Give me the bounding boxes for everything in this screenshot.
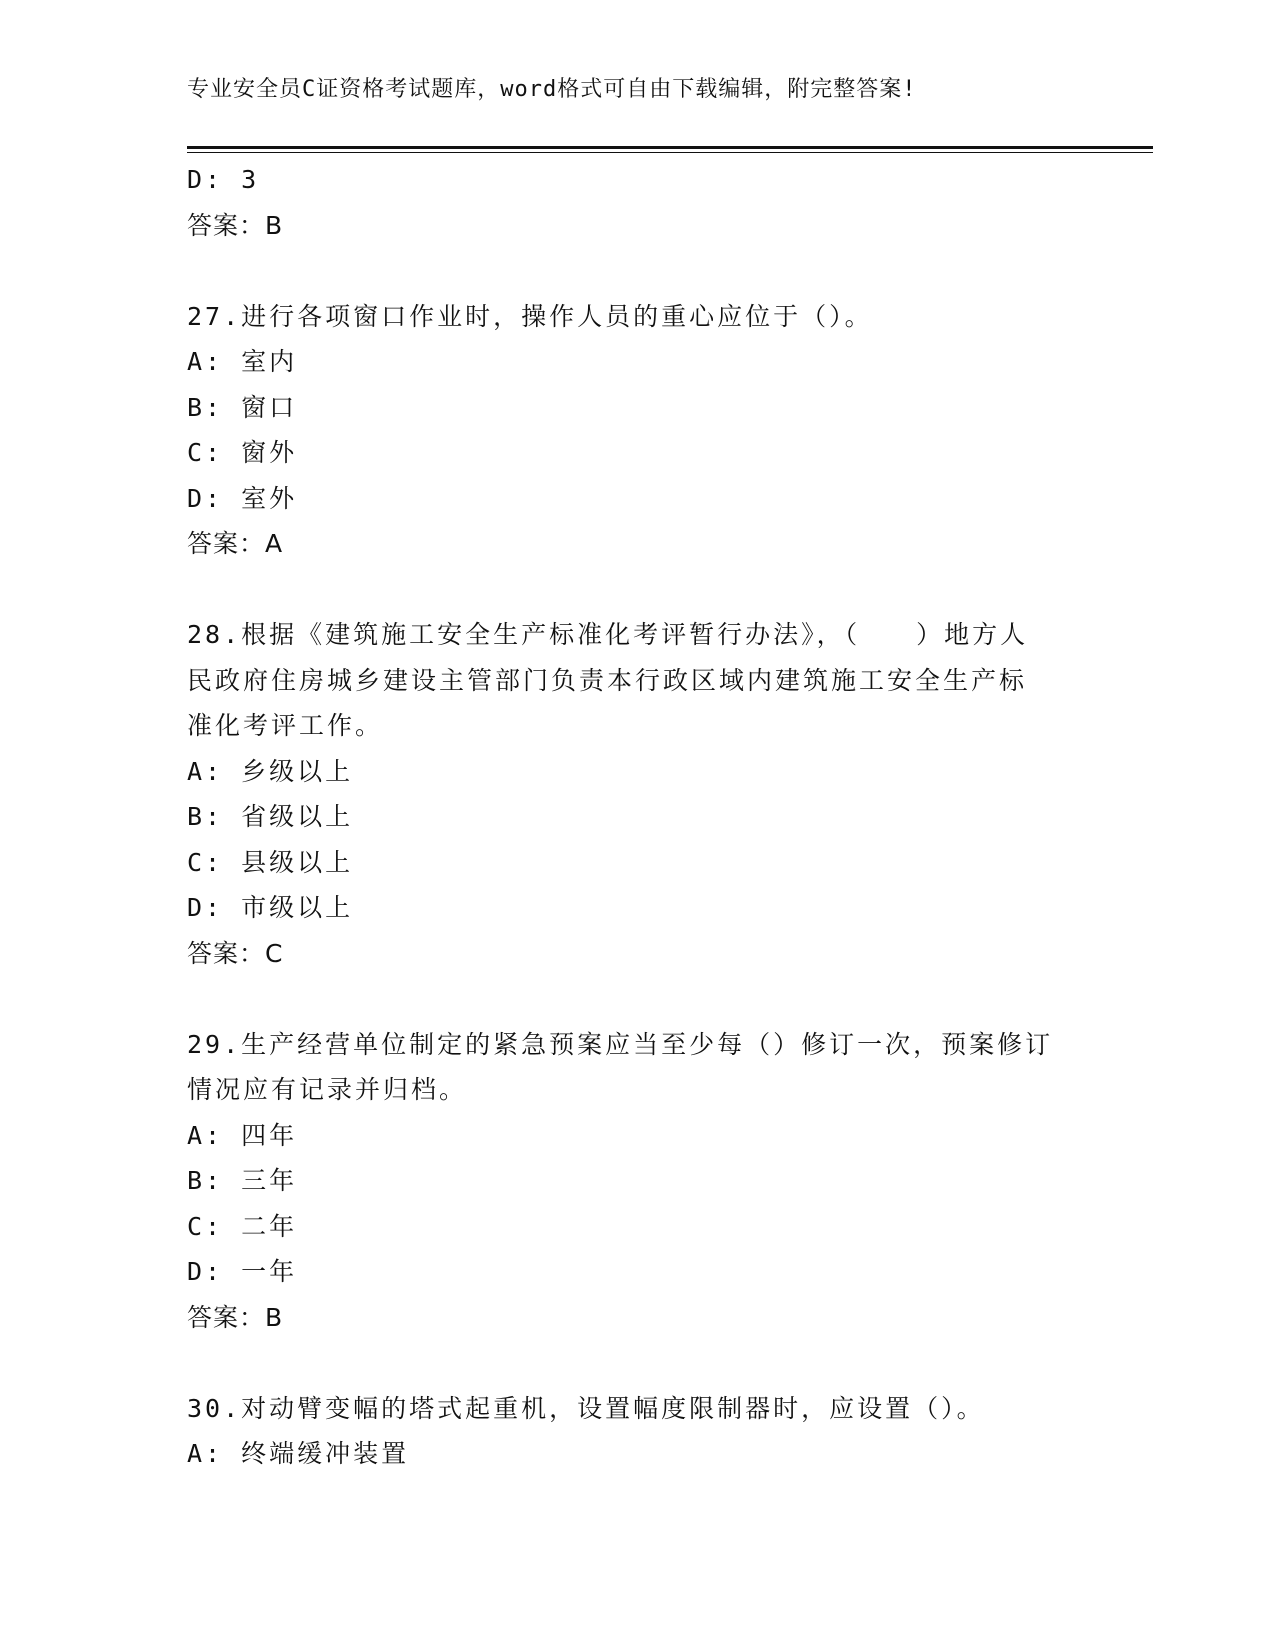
- option-b: B: 三年: [187, 1166, 298, 1195]
- spacer: [187, 976, 1087, 1022]
- question-stem: 29.生产经营单位制定的紧急预案应当至少每（）修订一次，预案修订: [187, 1029, 1054, 1059]
- spacer: [187, 567, 1087, 613]
- question-list: [187, 157, 1087, 1477]
- header-rule-thick: [187, 146, 1153, 149]
- question-stem-continued: 情况应有记录并归档。: [187, 1075, 468, 1104]
- spacer: [187, 248, 1087, 294]
- option-b: B: 省级以上: [187, 802, 354, 831]
- option-c: C: 窗外: [187, 438, 298, 467]
- option-c: C: 县级以上: [187, 847, 354, 877]
- option-c: C: 二年: [187, 1211, 298, 1241]
- question-28: [187, 612, 1087, 976]
- option-a: A: 乡级以上: [187, 756, 354, 786]
- header-rule-thin: [187, 152, 1153, 153]
- answer-line: 答案：B: [187, 1302, 284, 1332]
- option-a: A: 室内: [187, 347, 298, 376]
- page-header: 专业安全员C证资格考试题库，word格式可自由下载编辑，附完整答案!: [187, 77, 917, 102]
- question-stem: 27.进行各项窗口作业时，操作人员的重心应位于（）。: [187, 301, 873, 331]
- question-stem-continued: 民政府住房城乡建设主管部门负责本行政区域内建筑施工安全生产标: [187, 665, 1028, 695]
- question-30: [187, 1386, 1087, 1477]
- option-a: A: 四年: [187, 1120, 298, 1150]
- option-d: D: 3: [187, 165, 260, 194]
- question-27: [187, 294, 1087, 567]
- option-d: D: 一年: [187, 1257, 298, 1286]
- option-b: B: 窗口: [187, 392, 298, 422]
- question-stem-continued: 准化考评工作。: [187, 711, 384, 740]
- question-stem: 30.对动臂变幅的塔式起重机，设置幅度限制器时，应设置（）。: [187, 1393, 985, 1423]
- question-stem: 28.根据《建筑施工安全生产标准化考评暂行办法》，（ ）地方人: [187, 620, 1029, 649]
- option-d: D: 室外: [187, 483, 298, 513]
- option-a: A: 终端缓冲装置: [187, 1439, 410, 1468]
- option-d: D: 市级以上: [187, 893, 354, 922]
- question-29: [187, 1022, 1087, 1341]
- answer-line: 答案：C: [187, 938, 284, 968]
- answer-line: 答案：B: [187, 210, 284, 240]
- spacer: [187, 1340, 1087, 1386]
- answer-line: 答案：A: [187, 529, 284, 558]
